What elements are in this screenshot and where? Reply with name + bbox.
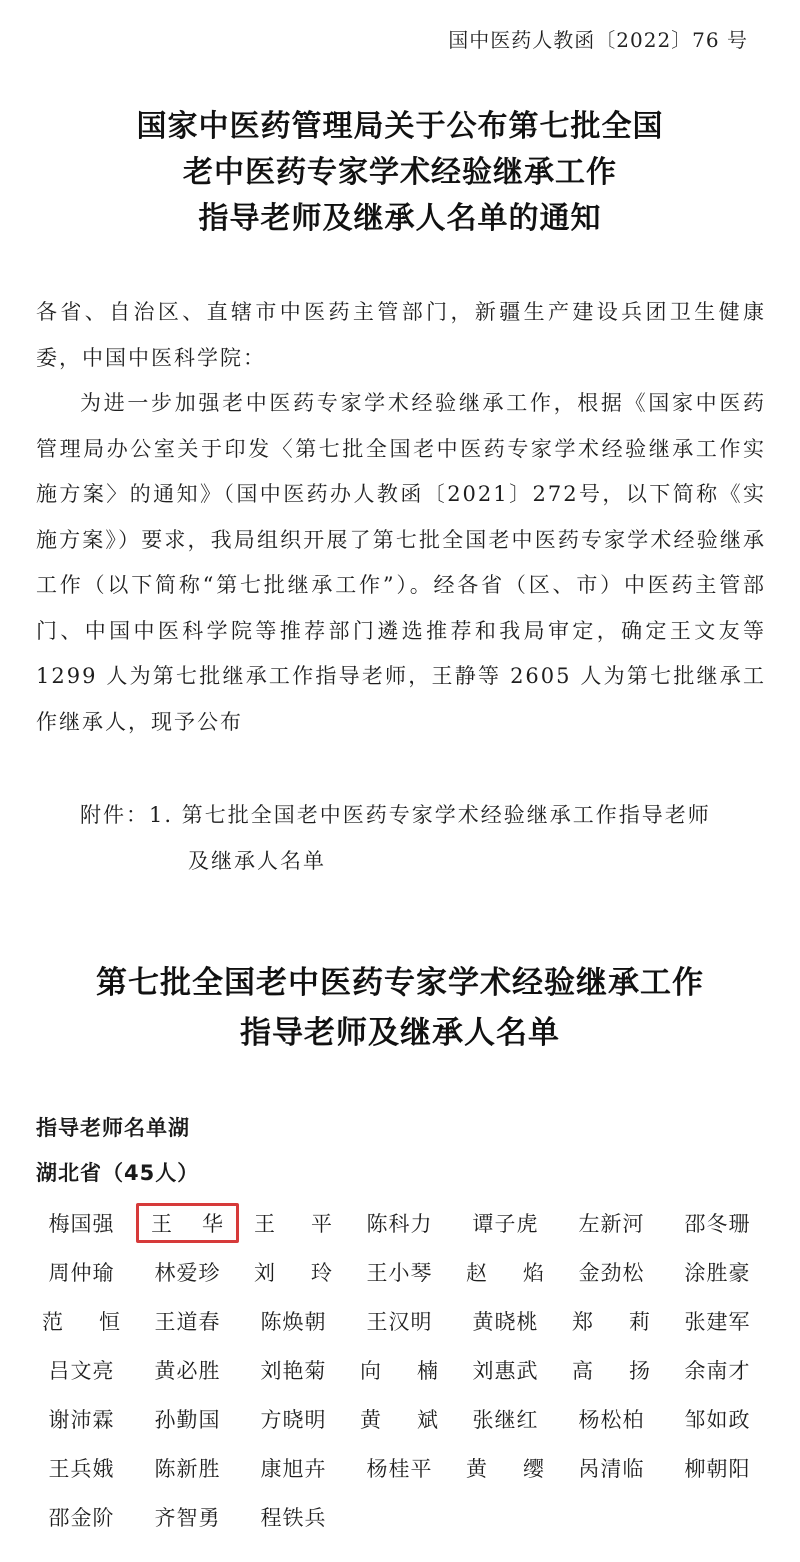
name-entry: 向 楠 <box>360 1359 439 1383</box>
name-entry: 金劲松 <box>578 1261 645 1285</box>
name-entry: 陈焕朝 <box>260 1310 327 1334</box>
name-entry: 程铁兵 <box>260 1506 327 1530</box>
name-entry: 左新河 <box>578 1212 645 1236</box>
name-entry: 吕文亮 <box>48 1359 115 1383</box>
name-entry: 陈新胜 <box>154 1457 221 1481</box>
name-entry: 邵金阶 <box>48 1506 115 1530</box>
list-title-line-1: 第七批全国老中医药专家学术经验继承工作 <box>96 965 704 1001</box>
name-entry: 刘 玲 <box>254 1261 333 1285</box>
name-entry: 杨桂平 <box>366 1457 433 1481</box>
name-entry: 张继红 <box>472 1408 539 1432</box>
name-entry: 赵 焰 <box>466 1261 545 1285</box>
name-entry: 王 平 <box>254 1212 333 1236</box>
list-title-line-2: 指导老师及继承人名单 <box>240 1015 560 1051</box>
attachment-block <box>80 793 770 884</box>
main-paragraph: 为进一步加强老中医药专家学术经验继承工作，根据《国家中医药管理局办公室关于印发〈第七批全国老中医药专家学术经验继承工作实施方案〉的通知》（国中医药办人教函〔2021〕272号，以下简称《实施方案》）要求，我局组织开展了第七批全国老中医药专家学术经验继承工作（以下简称“第七批继承工作”）。经各省（区、市）中医药主管部门、中国中医科学院等推荐部门遴选推荐和我局审定，确定王文友等 1299 人为第七批继承工作指导老师，王静等 2605 人为第七批继承工作继承人，现予公布 <box>36 391 766 734</box>
attachment-label: 附件： <box>80 803 149 827</box>
name-entry: 王道春 <box>154 1310 221 1334</box>
name-entry: 谢沛霖 <box>48 1408 115 1432</box>
list-title <box>0 958 800 1058</box>
name-entry: 高 扬 <box>572 1359 651 1383</box>
name-entry: 呙清临 <box>578 1457 645 1481</box>
name-entry: 涂胜豪 <box>684 1261 751 1285</box>
addressee-paragraph: 各省、自治区、直辖市中医药主管部门，新疆生产建设兵团卫生健康委，中国中医科学院： <box>36 300 766 370</box>
name-entry: 王兵娥 <box>48 1457 115 1481</box>
attachment-item-line-1: 1. 第七批全国老中医药专家学术经验继承工作指导老师 <box>149 803 711 827</box>
name-entry: 孙勤国 <box>154 1408 221 1432</box>
notice-title-line-3: 指导老师及继承人名单的通知 <box>198 201 602 236</box>
name-entry: 刘艳菊 <box>260 1359 327 1383</box>
name-entry: 黄 斌 <box>360 1408 439 1432</box>
name-entry: 张建军 <box>684 1310 751 1334</box>
name-entry: 陈科力 <box>366 1212 433 1236</box>
name-entry: 杨松柏 <box>578 1408 645 1432</box>
notice-title-line-1: 国家中医药管理局关于公布第七批全国 <box>136 109 664 144</box>
name-entry: 方晓明 <box>260 1408 327 1432</box>
name-entry: 齐智勇 <box>154 1506 221 1530</box>
name-entry: 邹如政 <box>684 1408 751 1432</box>
name-entry: 刘惠武 <box>472 1359 539 1383</box>
name-entry: 余南才 <box>684 1359 751 1383</box>
highlighted-name-entry: 王 华 <box>136 1203 239 1243</box>
name-entry: 黄晓桃 <box>472 1310 539 1334</box>
name-entry: 王汉明 <box>366 1310 433 1334</box>
name-entry: 邵冬珊 <box>684 1212 751 1236</box>
name-entry: 郑 莉 <box>572 1310 651 1334</box>
name-entry: 梅国强 <box>48 1212 115 1236</box>
notice-title-line-2: 老中医药专家学术经验继承工作 <box>183 155 617 190</box>
name-entry: 周仲瑜 <box>48 1261 115 1285</box>
name-entry: 黄必胜 <box>154 1359 221 1383</box>
name-entry: 范 恒 <box>42 1310 121 1334</box>
document-number: 国中医药人教函〔2022〕76 号 <box>448 28 748 52</box>
notice-title <box>0 104 800 242</box>
name-entry: 王小琴 <box>366 1261 433 1285</box>
attachment-item-line-2: 及继承人名单 <box>188 848 326 873</box>
province-heading: 湖北省（45人） <box>36 1161 200 1185</box>
teachers-heading: 指导老师名单湖 <box>36 1116 190 1140</box>
name-entry: 林爱珍 <box>154 1261 221 1285</box>
name-entry: 柳朝阳 <box>684 1457 751 1481</box>
name-list <box>30 1203 770 1546</box>
name-entry: 谭子虎 <box>472 1212 539 1236</box>
name-entry: 康旭卉 <box>260 1457 327 1481</box>
name-entry: 黄 缨 <box>466 1457 545 1481</box>
